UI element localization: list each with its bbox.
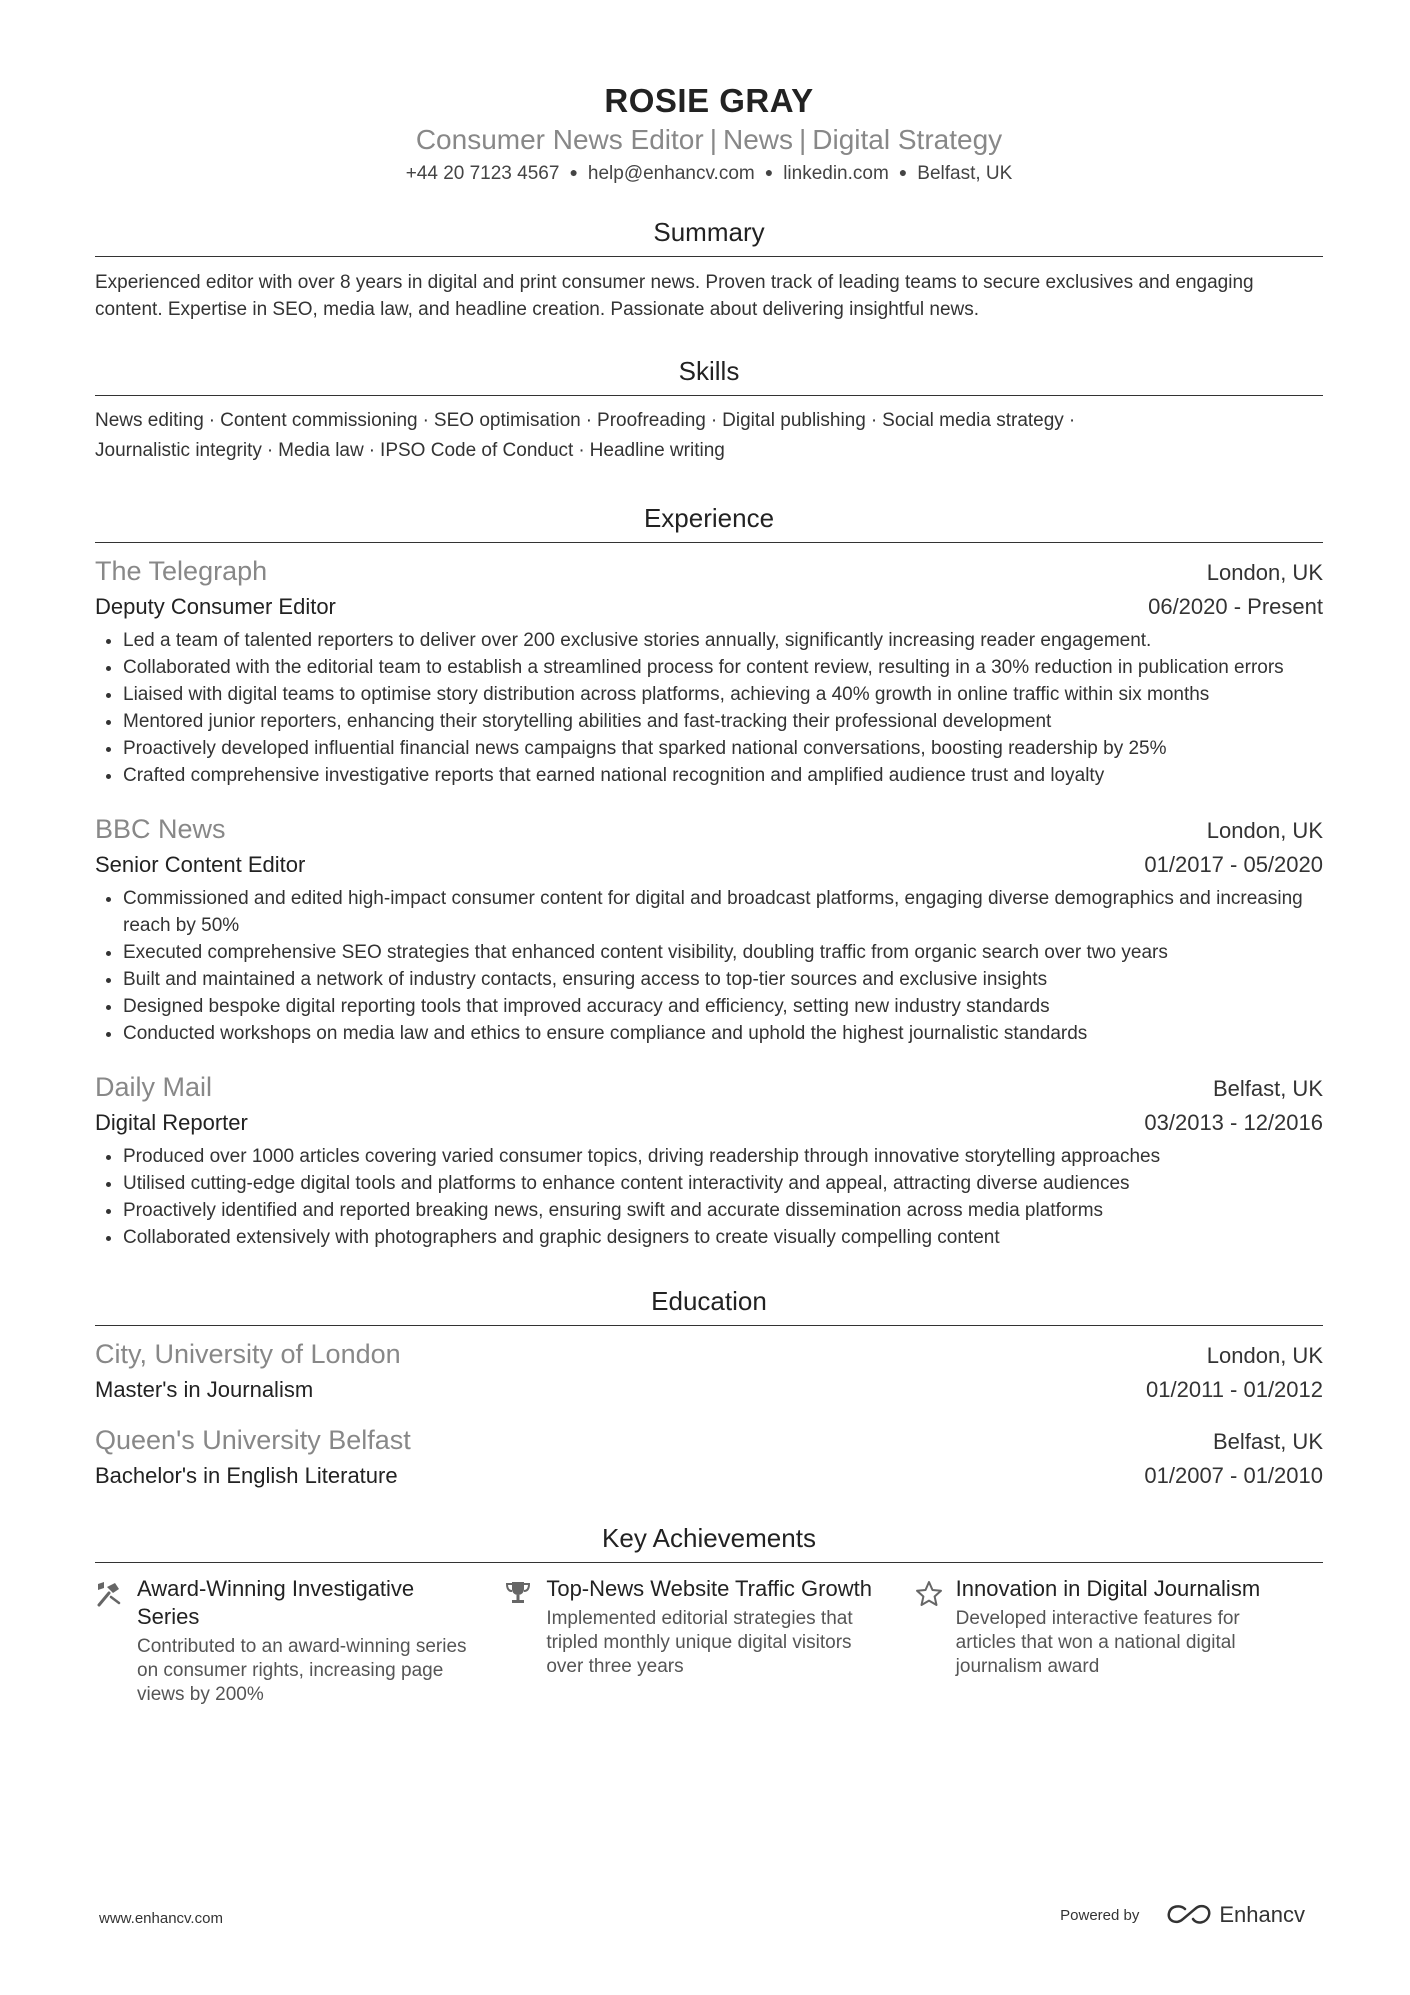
- employer-name: BBC News: [95, 814, 226, 844]
- education-entry: [95, 1422, 1323, 1492]
- summary-text: Experienced editor with over 8 years in digital and print consumer news. Proven track of leading teams to secure exclusives and engaging content. Expertise in SEO, media law, and headline creation. Passionate about delivering insightful news.: [95, 272, 1254, 320]
- degree-name: Bachelor's in English Literature: [95, 1463, 398, 1488]
- skills-heading: Skills: [95, 353, 1323, 396]
- achievement-title: Top-News Website Traffic Growth: [546, 1576, 872, 1601]
- employer-name: Daily Mail: [95, 1072, 213, 1102]
- experience-heading: Experience: [95, 500, 1323, 543]
- skill-item: Content commissioning: [220, 410, 418, 431]
- achievement-title: Award-Winning Investigative Series: [137, 1576, 415, 1629]
- job-bullet: • Executed comprehensive SEO strategies that enhanced content visibility, doubling traffic from organic search over two years: [123, 939, 1323, 966]
- job-bullets: [95, 885, 1323, 1047]
- flag-hammer-icon: [95, 1575, 137, 1612]
- achievement-description: Implemented editorial strategies that tripled monthly unique digital visitors over three years: [546, 1608, 853, 1677]
- contact-separator: ●: [764, 164, 774, 180]
- job-bullets: [95, 1143, 1323, 1251]
- job-location: Belfast, UK: [1212, 1076, 1323, 1101]
- job-bullet: • Proactively developed influential financial news campaigns that sparked national conversations, boosting readership by 25%: [123, 735, 1323, 762]
- education-dates: 01/2011 - 01/2012: [1146, 1377, 1323, 1402]
- enhancv-logo[interactable]: [1165, 1902, 1305, 1928]
- contact-separator: ●: [898, 164, 908, 180]
- achievement-item: [504, 1575, 913, 1707]
- experience-entry: [95, 553, 1323, 789]
- experience-entry: [95, 811, 1323, 1047]
- job-bullet: • Mentored junior reporters, enhancing their storytelling abilities and fast-tracking their professional development: [123, 708, 1323, 735]
- job-bullet: • Liaised with digital teams to optimise story distribution across platforms, achieving a 40% growth in online traffic within six months: [123, 681, 1323, 708]
- skill-item: Digital publishing: [722, 410, 866, 431]
- job-bullet: • Commissioned and edited high-impact consumer content for digital and broadcast platforms, engaging diverse demographics and increasing reach by 50%: [123, 885, 1323, 939]
- degree-name: Master's in Journalism: [95, 1377, 314, 1402]
- candidate-name: ROSIE GRAY: [604, 82, 814, 119]
- headline-title-1: Consumer News Editor: [415, 124, 704, 155]
- headline: [95, 122, 1323, 158]
- headline-title-3: Digital Strategy: [812, 124, 1003, 155]
- achievement-description: Developed interactive features for articles that won a national digital journalism award: [955, 1608, 1240, 1677]
- school-location: London, UK: [1206, 1343, 1323, 1368]
- job-bullet: • Collaborated extensively with photographers and graphic designers to create visually compelling content: [123, 1224, 1323, 1251]
- achievement-item: [95, 1575, 504, 1707]
- footer-website[interactable]: www.enhancv.com: [99, 1910, 223, 1927]
- school-name: City, University of London: [95, 1339, 401, 1369]
- experience-entry: [95, 1069, 1323, 1251]
- powered-by-label: Powered by: [1060, 1906, 1140, 1924]
- job-bullet: • Collaborated with the editorial team to establish a streamlined process for content review, resulting in a 30% reduction in publication errors: [123, 654, 1323, 681]
- job-dates: 01/2017 - 05/2020: [1144, 852, 1323, 877]
- skill-item: Social media strategy: [882, 410, 1064, 431]
- skill-item: Journalistic integrity: [95, 440, 262, 461]
- job-title: Digital Reporter: [95, 1110, 248, 1135]
- achievements-section: [95, 1520, 1323, 1707]
- skill-item: Media law: [278, 440, 364, 461]
- skill-item: IPSO Code of Conduct: [380, 440, 574, 461]
- trophy-icon: [504, 1575, 546, 1612]
- contact-separator: ●: [569, 164, 578, 180]
- school-location: Belfast, UK: [1212, 1429, 1323, 1454]
- contact-phone[interactable]: +44 20 7123 4567: [405, 163, 560, 184]
- resume-page: [95, 80, 1323, 1707]
- contact-email[interactable]: help@enhancv.com: [587, 163, 755, 184]
- job-dates: 03/2013 - 12/2016: [1144, 1110, 1323, 1135]
- summary-section: [95, 214, 1323, 323]
- headline-separator: |: [799, 124, 807, 155]
- job-bullet: • Led a team of talented reporters to deliver over 200 exclusive stories annually, significantly increasing reader engagement.: [123, 627, 1323, 654]
- job-dates: 06/2020 - Present: [1148, 594, 1323, 619]
- school-name: Queen's University Belfast: [95, 1425, 411, 1455]
- star-icon: [914, 1575, 956, 1614]
- education-section: [95, 1283, 1323, 1492]
- resume-header: [95, 80, 1323, 188]
- job-bullet: • Designed bespoke digital reporting tools that improved accuracy and efficiency, setting new industry standards: [123, 993, 1323, 1020]
- education-heading: Education: [95, 1283, 1323, 1326]
- skill-item: SEO optimisation: [433, 410, 581, 431]
- education-dates: 01/2007 - 01/2010: [1144, 1463, 1323, 1488]
- summary-heading: Summary: [95, 214, 1323, 257]
- skills-list: News editing · Content commissioning · SEO optimisation · Proofreading · Digital publishing · Social media strategy · Journalistic integrity · Media law · IPSO Code of Conduct · Headline writing: [95, 410, 1076, 461]
- job-location: London, UK: [1206, 560, 1323, 585]
- job-bullet: • Built and maintained a network of industry contacts, ensuring access to top-tier sources and exclusive insights: [123, 966, 1323, 993]
- achievements-heading: Key Achievements: [95, 1520, 1323, 1563]
- contact-linkedin[interactable]: linkedin.com: [783, 163, 889, 184]
- job-location: London, UK: [1206, 818, 1323, 843]
- skill-item: Headline writing: [589, 440, 725, 461]
- experience-section: [95, 500, 1323, 1251]
- achievement-item: [914, 1575, 1323, 1707]
- skill-item: Proofreading: [597, 410, 706, 431]
- job-bullet: • Proactively identified and reported breaking news, ensuring swift and accurate dissemination across media platforms: [123, 1197, 1323, 1224]
- achievement-title: Innovation in Digital Journalism: [955, 1576, 1261, 1601]
- contact-location: Belfast, UK: [917, 163, 1013, 184]
- footer-branding: [1060, 1902, 1305, 1928]
- contact-line: [95, 160, 1323, 188]
- job-title: Deputy Consumer Editor: [95, 594, 336, 619]
- job-bullet: • Crafted comprehensive investigative reports that earned national recognition and amplified audience trust and loyalty: [123, 762, 1323, 789]
- skills-section: [95, 353, 1323, 466]
- skill-item: News editing: [95, 410, 204, 431]
- enhancv-brand: Enhancv: [1219, 1902, 1305, 1927]
- education-entry: [95, 1336, 1323, 1406]
- job-bullet: • Produced over 1000 articles covering varied consumer topics, driving readership through innovative storytelling approaches: [123, 1143, 1323, 1170]
- achievements-grid: [95, 1575, 1323, 1707]
- employer-name: The Telegraph: [95, 556, 268, 586]
- job-title: Senior Content Editor: [95, 852, 306, 877]
- job-bullets: [95, 627, 1323, 789]
- job-bullet: • Conducted workshops on media law and ethics to ensure compliance and uphold the highest journalistic standards: [123, 1020, 1323, 1047]
- headline-separator: |: [709, 124, 717, 155]
- achievement-description: Contributed to an award-winning series on consumer rights, increasing page views by 200%: [137, 1636, 467, 1705]
- enhancv-logo-icon: [1165, 1903, 1213, 1927]
- job-bullet: • Utilised cutting-edge digital tools and platforms to enhance content interactivity and appeal, attracting diverse audiences: [123, 1170, 1323, 1197]
- headline-title-2: News: [722, 124, 793, 155]
